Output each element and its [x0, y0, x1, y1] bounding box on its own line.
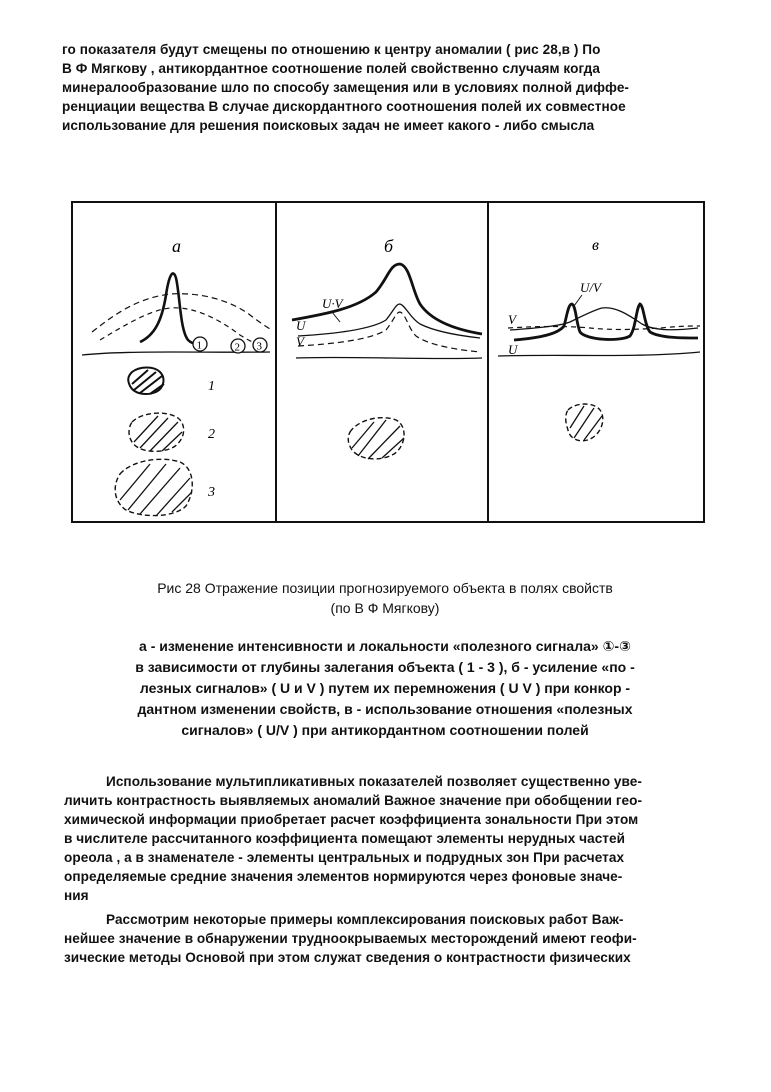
surface-line	[296, 357, 482, 358]
ore-body-3	[115, 459, 192, 516]
curve-label-u: U	[508, 342, 518, 357]
circled-number-3	[253, 338, 267, 353]
svg-text:3: 3	[256, 340, 262, 353]
panel-label-b: б	[384, 236, 394, 256]
body-number-1: 1	[208, 379, 215, 394]
text-line: в числителе рассчитанного коэффициента помещают элементы нерудных частей	[64, 831, 626, 846]
panel-label-v: в	[592, 237, 599, 254]
svg-text:1: 1	[196, 339, 202, 352]
text-line: минералообразование шло по способу замещения или в условиях полной диффе-	[62, 80, 630, 95]
ore-body-2	[129, 413, 184, 451]
body-number-3: 3	[208, 485, 215, 500]
text-line: ренциации вещества В случае дискордантного соотношения полей их совместное	[62, 99, 626, 114]
curve-u-over-v	[514, 304, 698, 340]
figure-legend	[60, 636, 710, 741]
circled-number-1	[193, 337, 207, 352]
paragraph-examples	[64, 910, 710, 967]
text-line: зические методы Основой при этом служат сведения о контрастности физических	[64, 950, 631, 965]
curve-label-u: U	[296, 318, 306, 333]
text-line: В Ф Мягкову , антикордантное соотношение полей свойственно случаям когда	[62, 61, 600, 76]
anomaly-curve-1	[140, 273, 198, 344]
curve-label-uv: U·V	[322, 296, 343, 311]
curve-label-v: V	[508, 312, 516, 327]
text-line: химической информации приобретает расчет коэффициента зональности При этом	[64, 812, 639, 827]
caption-line: (по В Ф Мягкову)	[330, 600, 440, 616]
curve-label-u-over-v: U/V	[580, 280, 601, 295]
anomaly-curve-2	[100, 308, 256, 343]
text-line: использование для решения поисковых задач не имеет какого - либо смысла	[62, 118, 595, 133]
panel-a	[82, 236, 272, 516]
leader-line	[332, 312, 340, 322]
surface-line	[498, 352, 700, 356]
text-line: определяемые средние значения элементов нормируются через фоновые значе-	[64, 869, 623, 884]
text-line: го показателя будут смещены по отношению к центру аномалии ( рис 28,в ) По	[62, 42, 601, 57]
text-line: нейшее значение в обнаружении трудноокрываемых месторождений имеют геофи-	[64, 931, 637, 946]
text-line: личить контрастность выявляемых аномалий Важное значение при обобщении гео-	[64, 793, 643, 808]
panel-b	[292, 236, 482, 459]
body-number-2: 2	[208, 427, 215, 442]
legend-line: а - изменение интенсивности и локальности «полезного сигнала» ①-③	[139, 638, 631, 654]
caption-line: Рис 28 Отражение позиции прогнозируемого объекта в полях свойств	[157, 580, 613, 596]
figure-28	[70, 200, 706, 524]
curve-v	[298, 312, 480, 352]
panel-v	[498, 237, 700, 441]
curve-label-v: V	[296, 334, 304, 349]
ore-body	[348, 418, 404, 459]
figure-caption	[60, 578, 710, 618]
text-line: ореола , а в знаменателе - элементы центральных и подрудных зон При расчетах	[64, 850, 625, 865]
text-line: ния	[64, 888, 89, 903]
text-line: Рассмотрим некоторые примеры комплексирования поисковых работ Важ-	[106, 912, 624, 927]
panel-label-a: а	[172, 236, 181, 256]
legend-line: дантном изменении свойств, в - использование отношения «полезных	[137, 701, 633, 717]
curve-uv	[292, 264, 482, 334]
legend-line: сигналов» ( U/V ) при антикордантном соотношении полей	[181, 722, 589, 738]
svg-text:2: 2	[234, 341, 240, 354]
paragraph-multiplicative	[64, 772, 710, 905]
legend-line: лезных сигналов» ( U и V ) путем их перемножения ( U V ) при конкор -	[139, 680, 631, 696]
ore-body	[566, 404, 603, 441]
legend-line: в зависимости от глубины залегания объекта ( 1 - 3 ), б - усиление «по -	[135, 659, 635, 675]
top-paragraph	[62, 40, 712, 135]
leader-line	[574, 295, 582, 306]
circled-number-2	[231, 339, 245, 354]
ore-body-1	[128, 368, 164, 395]
text-line: Использование мультипликативных показателей позволяет существенно уве-	[106, 774, 642, 789]
